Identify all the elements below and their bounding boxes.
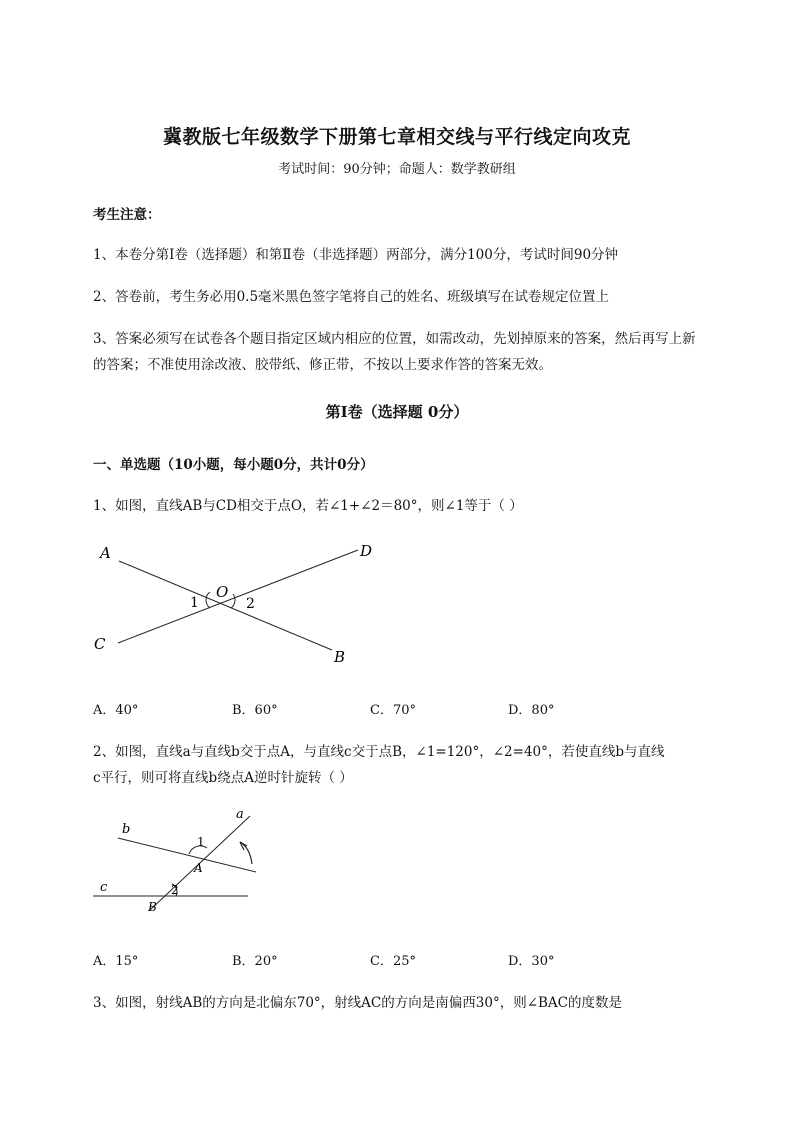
label-point-a: A (194, 861, 203, 875)
label-b-line: b (122, 822, 131, 837)
label-a-line: a (236, 807, 244, 822)
notice-item-2: 2、答卷前，考生务必用0.5毫米黑色签字笔将自己的姓名、班级填写在试卷规定位置上 (93, 289, 610, 305)
label-angle-1: 1 (190, 595, 199, 611)
label-b: B (334, 648, 346, 666)
label-c-line: c (100, 880, 108, 895)
q2-option-b: B．20° (232, 954, 278, 969)
notice-item-3-continued: 的答案；不准使用涂改液、胶带纸、修正带，不按以上要求作答的答案无效。 (93, 357, 552, 373)
label-angle-1: 1 (197, 835, 205, 849)
document-title: 冀教版七年级数学下册第七章相交线与平行线定向攻克 (162, 126, 631, 148)
label-point-b: B (148, 900, 157, 914)
question-1-figure (88, 538, 388, 668)
q1-option-b: B．60° (232, 703, 278, 718)
question-1-text: 1、如图，直线AB与CD相交于点O，若∠1+∠2＝80°，则∠1等于（ ） (93, 498, 523, 514)
notice-item-3: 3、答案必须写在试卷各个题目指定区域内相应的位置，如需改动，先划掉原来的答案，然后再写上新 (93, 331, 696, 347)
notice-item-1: 1、本卷分第Ⅰ卷（选择题）和第Ⅱ卷（非选择题）两部分，满分100分，考试时间90分钟 (93, 247, 619, 263)
line-ab (119, 561, 332, 650)
q2-option-d: D．30° (508, 954, 555, 969)
line-cd (118, 550, 358, 643)
label-angle-2: 2 (171, 883, 179, 897)
question-2-figure (90, 806, 270, 916)
q2-option-c: C．25° (370, 954, 416, 969)
q2-option-a: A．15° (93, 954, 139, 969)
angle-1-arc (206, 592, 210, 608)
label-angle-2: 2 (246, 596, 255, 612)
label-d: D (360, 542, 373, 560)
angle-2-arc (231, 594, 235, 608)
label-c: C (94, 635, 106, 653)
line-b (118, 838, 256, 872)
part-title: 一、单选题（10小题，每小题0分，共计0分） (93, 457, 374, 473)
label-o: O (216, 583, 229, 601)
rotation-arrowhead (240, 842, 247, 850)
q1-option-d: D．80° (508, 703, 555, 718)
question-2-text-line-2: c平行，则可将直线b绕点A逆时针旋转（ ） (93, 770, 353, 786)
question-2-text-line-1: 2、如图，直线a与直线b交于点A，与直线c交于点B，∠1=120°，∠2=40°，若使直线b与直线 (93, 744, 665, 760)
section-title: 第Ⅰ卷（选择题 0分） (325, 403, 469, 421)
question-3-text: 3、如图，射线AB的方向是北偏东70°，射线AC的方向是南偏西30°，则∠BAC的度数是 (93, 995, 623, 1011)
q1-option-a: A．40° (93, 703, 139, 718)
notice-heading: 考生注意： (93, 207, 161, 223)
exam-info: 考试时间：90分钟；命题人：数学教研组 (278, 162, 516, 177)
q1-option-c: C．70° (370, 703, 416, 718)
label-a: A (100, 544, 111, 562)
